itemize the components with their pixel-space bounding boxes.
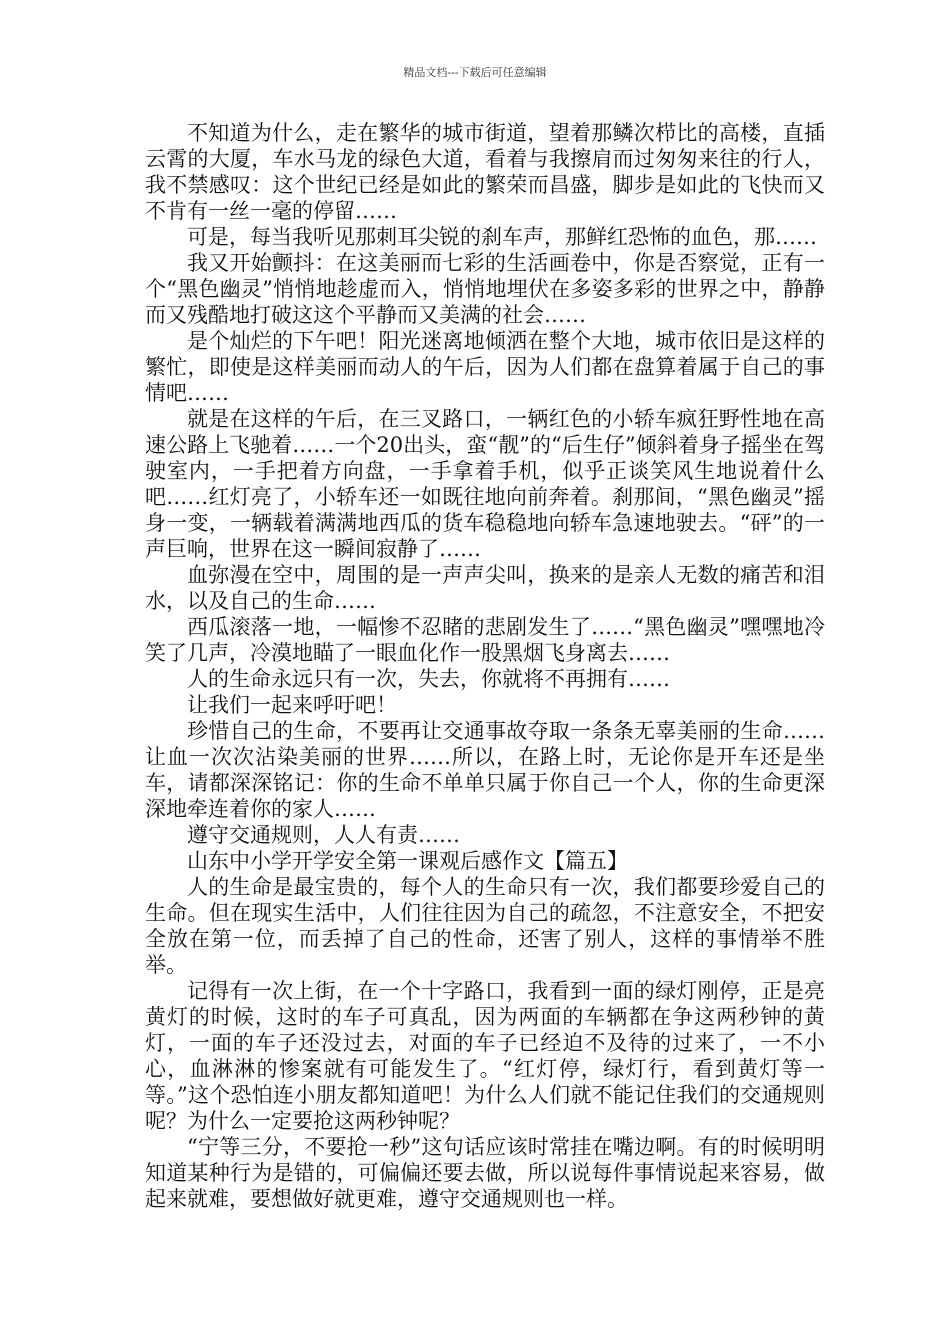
paragraph: 就是在这样的午后，在三叉路口，一辆红色的小轿车疯狂野性地在高速公路上飞驰着……一个20出头，蛮“靓”的“后生仔”倾斜着身子摇坐在驾驶室内，一手把着方向盘，一手拿着手机，似乎正谈笑风生地说着什么吧……红灯亮了，小轿车还一如既往地向前奔着。刹那间，“黑色幽灵”摇身一变，一辆载着满满地西瓜的货车稳稳地向轿车急速地驶去。“砰”的一声巨响，世界在这一瞬间寂静了…… — [145, 407, 825, 561]
paragraph: 人的生命永远只有一次，失去，你就将不再拥有…… — [187, 667, 670, 691]
section-heading: 山东中小学开学安全第一课观后感作文【篇五】 — [187, 849, 628, 873]
page-header: 精品文档---下载后可任意编辑 — [403, 66, 547, 79]
paragraph: 西瓜滚落一地，一幅惨不忍睹的悲剧发生了……“黑色幽灵”嘿嘿地冷笑了几声，冷漠地瞄了一眼血化作一股黑烟飞身离去…… — [145, 615, 825, 665]
paragraph: 我又开始颤抖：在这美丽而七彩的生活画卷中，你是否察觉，正有一个“黑色幽灵”悄悄地趁虚而入，悄悄地埋伏在多姿多彩的世界之中，静静而又残酷地打破这这个平静而又美满的社会…… — [145, 251, 825, 327]
document-body — [145, 120, 825, 1212]
paragraph: 可是，每当我听见那刺耳尖锐的刹车声，那鲜红恐怖的血色，那…… — [187, 225, 817, 249]
paragraph: 血弥漫在空中，周围的是一声声尖叫，换来的是亲人无数的痛苦和泪水，以及自己的生命…… — [145, 563, 825, 613]
paragraph: 记得有一次上街，在一个十字路口，我看到一面的绿灯刚停，正是亮黄灯的时候，这时的车子可真乱，因为两面的车辆都在争这两秒钟的黄灯，一面的车子还没过去，对面的车子已经迫不及待的过来了，一不小心，血淋淋的惨案就有可能发生了。“红灯停，绿灯行，看到黄灯等一等。”这个恐怕连小朋友都知道吧！为什么人们就不能记住我们的交通规则呢？为什么一定要抢这两秒钟呢？ — [145, 979, 825, 1133]
paragraph: 是个灿烂的下午吧！阳光迷离地倾洒在整个大地，城市依旧是这样的繁忙，即使是这样美丽而动人的午后，因为人们都在盘算着属于自己的事情吧…… — [145, 329, 825, 405]
paragraph: 遵守交通规则，人人有责…… — [187, 823, 460, 847]
paragraph: “宁等三分，不要抢一秒”这句话应该时常挂在嘴边啊。有的时候明明知道某种行为是错的，可偏偏还要去做，所以说每件事情说起来容易，做起来就难，要想做好就更难，遵守交通规则也一样。 — [145, 1135, 825, 1211]
paragraph: 不知道为什么，走在繁华的城市街道，望着那鳞次栉比的高楼，直插云霄的大厦，车水马龙的绿色大道，看着与我擦肩而过匆匆来往的行人，我不禁感叹：这个世纪已经是如此的繁荣而昌盛，脚步是如此的飞快而又不肯有一丝一毫的停留…… — [145, 121, 825, 223]
paragraph: 人的生命是最宝贵的，每个人的生命只有一次，我们都要珍爱自己的生命。但在现实生活中，人们往往因为自己的疏忽，不注意安全，不把安全放在第一位，而丢掉了自己的性命，还害了别人，这样的事情举不胜举。 — [145, 875, 825, 977]
paragraph: 珍惜自己的生命，不要再让交通事故夺取一条条无辜美丽的生命……让血一次次沾染美丽的世界……所以，在路上时，无论你是开车还是坐车，请都深深铭记：你的生命不单单只属于你自己一个人，你的生命更深深地牵连着你的家人…… — [145, 719, 825, 821]
paragraph: 让我们一起来呼吁吧！ — [187, 693, 397, 717]
